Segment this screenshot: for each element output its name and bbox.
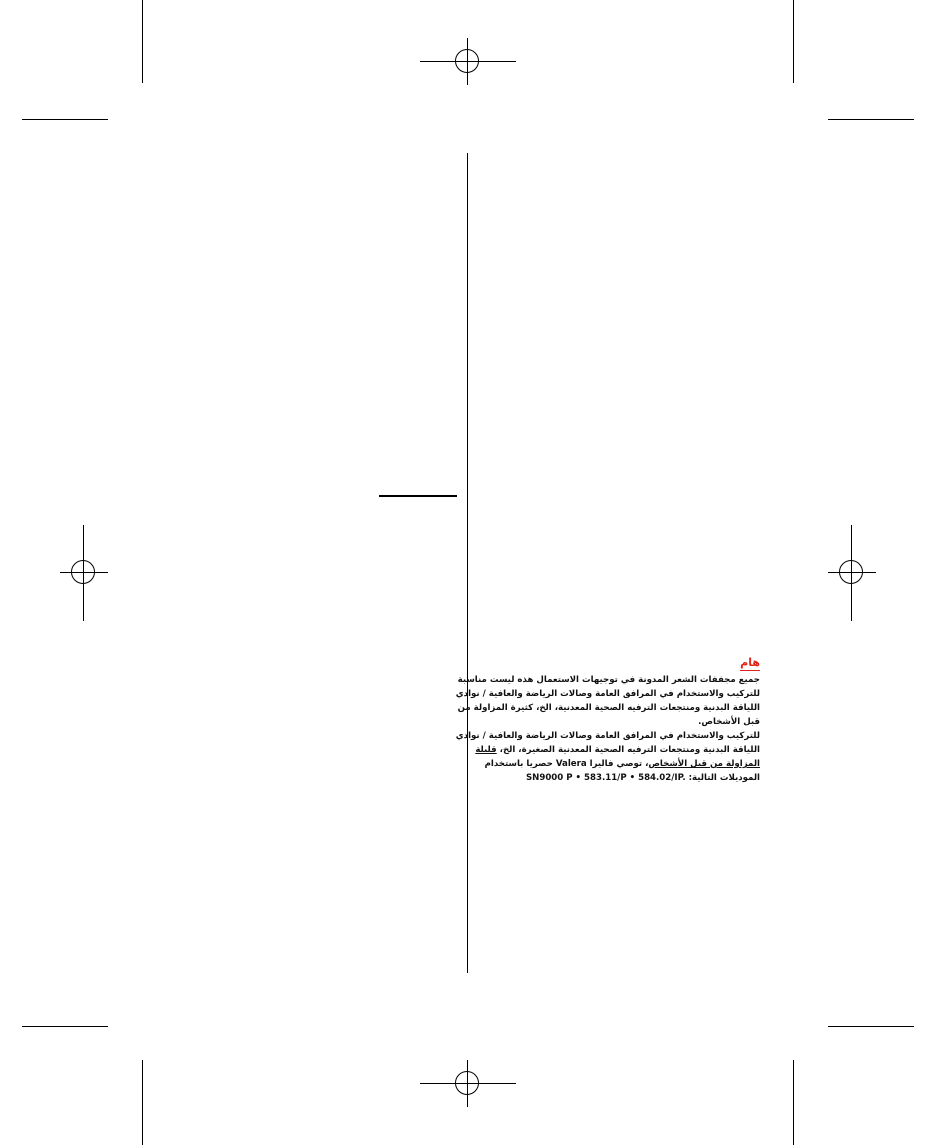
notice-line: اللياقة البدنية ومنتجعات الترفيه الصحية المعدنية، الخ، كثيرة المزاولة من [457,703,760,713]
crop-mark [793,1060,794,1145]
crop-mark [22,1026,108,1027]
crop-mark [142,1060,143,1145]
crop-mark [793,0,794,83]
rule-short [379,495,457,497]
brand-name: Valera [555,759,587,769]
notice-line: قبل الأشخاص. [698,717,760,727]
notice-line: للتركيب والاستخدام في المرافق العامة وصالات الرياضة والعافية / نوادي [455,689,760,699]
important-notice [455,656,760,785]
notice-line: المزاولة من قبل الأشخاص، توصي فاليرا Valera حصريا باستخدام [484,759,760,769]
notice-line: اللياقة البدنية ومنتجعات الترفيه الصحية المعدنية الصغيرة، الخ، قليلة [475,745,760,755]
model-list: SN9000 P • 583.11/P • 584.02/IP. [525,773,686,783]
fold-line [467,153,468,973]
notice-line: الموديلات التالية: SN9000 P • 583.11/P • 584.02/IP. [525,773,760,783]
crop-mark [828,1026,914,1027]
notice-title: هام [740,656,760,669]
crop-mark [828,119,914,120]
notice-line: جميع مجففات الشعر المدونة في توجيهات الاستعمال هذه ليست مناسبة [457,675,760,685]
notice-line: للتركيب والاستخدام في المرافق العامة وصالات الرياضة والعافية / نوادي [455,731,760,741]
crop-mark [142,0,143,83]
crop-mark [22,119,108,120]
